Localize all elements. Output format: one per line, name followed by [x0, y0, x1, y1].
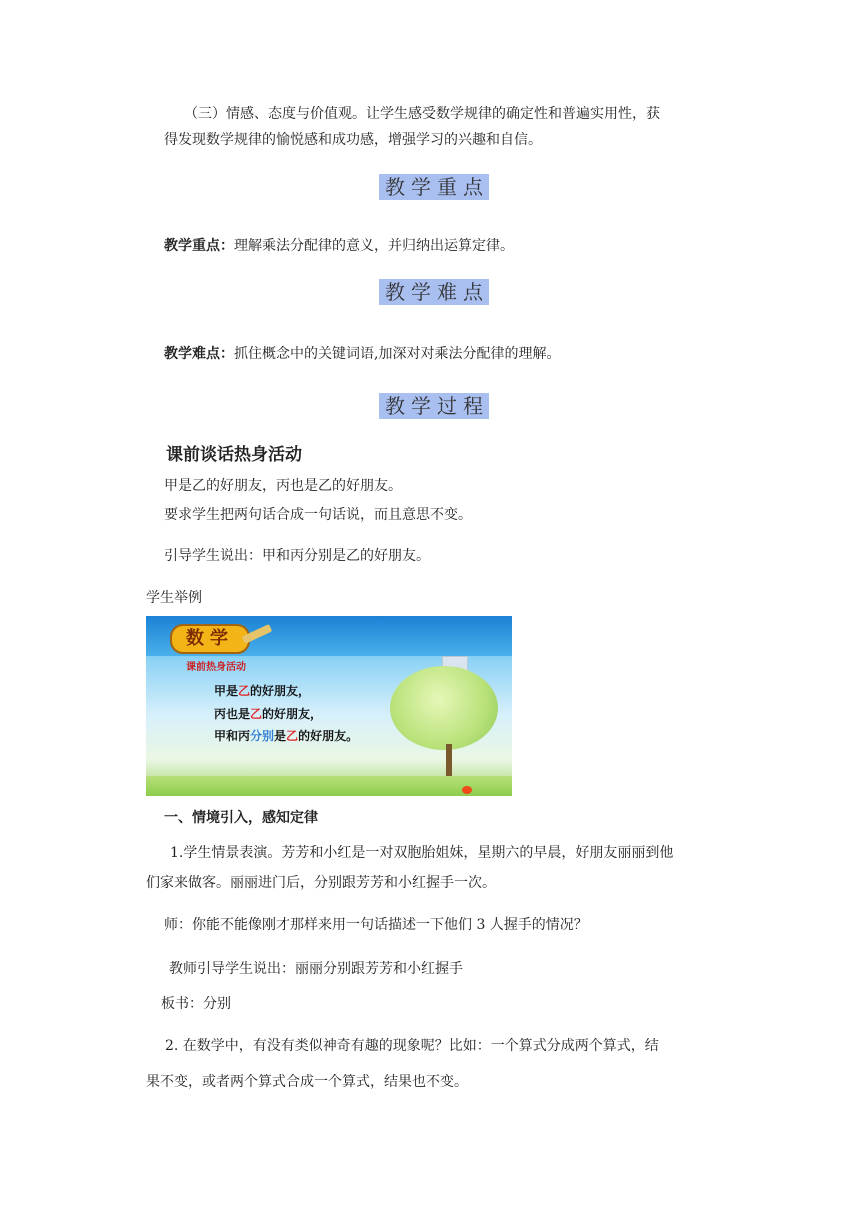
slide-line-3: 甲和丙分别是乙的好朋友。 [214, 729, 359, 743]
slide-line-1: 甲是乙的好朋友， [214, 684, 311, 698]
key-points-text: 理解乘法分配律的意义，并归纳出运算定律。 [234, 238, 514, 254]
section-1-para-5-line-2: 果不变，或者两个算式合成一个算式，结果也不变。 [146, 1074, 468, 1090]
warmup-title: 课前谈话热身活动 [166, 445, 302, 465]
section-1-para-3: 教师引导学生说出：丽丽分别跟芳芳和小红握手 [169, 961, 463, 977]
section-1-title: 一、情境引入，感知定律 [164, 810, 318, 826]
difficult-points-label: 教学难点： [164, 346, 234, 362]
paragraph-goal-3-continued: 得发现数学规律的愉悦感和成功感，增强学习的兴趣和自信。 [164, 132, 542, 148]
slide-tree [390, 666, 498, 750]
warmup-line-3: 引导学生说出：甲和丙分别是乙的好朋友。 [164, 548, 430, 564]
slide-flower [462, 786, 472, 794]
section-1-para-5-line-1: 2. 在数学中，有没有类似神奇有趣的现象呢？比如：一个算式分成两个算式，结 [165, 1038, 659, 1054]
warmup-line-2: 要求学生把两句话合成一句话说，而且意思不变。 [164, 507, 472, 523]
key-points-paragraph [164, 236, 514, 256]
student-examples-label: 学生举例 [146, 590, 202, 606]
section-1-para-1-line-2: 们家来做客。丽丽进门后，分别跟芳芳和小红握手一次。 [146, 875, 496, 891]
section-1-para-2: 师：你能不能像刚才那样来用一句话描述一下他们 3 人握手的情况？ [164, 917, 588, 933]
key-points-label: 教学重点： [164, 238, 234, 254]
difficult-points-text: 抓住概念中的关键词语,加深对对乘法分配律的理解。 [234, 346, 561, 362]
heading-difficult-points: 教学难点 [379, 279, 489, 305]
lesson-slide-image [146, 616, 512, 796]
slide-title: 课前热身活动 [186, 662, 246, 673]
section-1-para-1-line-1: 1.学生情景表演。芳芳和小红是一对双胞胎姐妹，星期六的早晨，好朋友丽丽到他 [170, 845, 674, 861]
warmup-line-1: 甲是乙的好朋友，丙也是乙的好朋友。 [164, 478, 402, 494]
paragraph-goal-3: （三）情感、态度与价值观。让学生感受数学规律的确定性和普遍实用性，获 [184, 106, 660, 122]
slide-ground [146, 776, 512, 796]
heading-teaching-process: 教学过程 [379, 393, 489, 419]
section-1-para-4: 板书：分别 [161, 996, 231, 1012]
slide-line-2: 丙也是乙的好朋友， [214, 707, 323, 721]
slide-math-logo: 数学 [170, 624, 250, 654]
difficult-points-paragraph [164, 344, 560, 364]
heading-key-points: 教学重点 [379, 174, 489, 200]
